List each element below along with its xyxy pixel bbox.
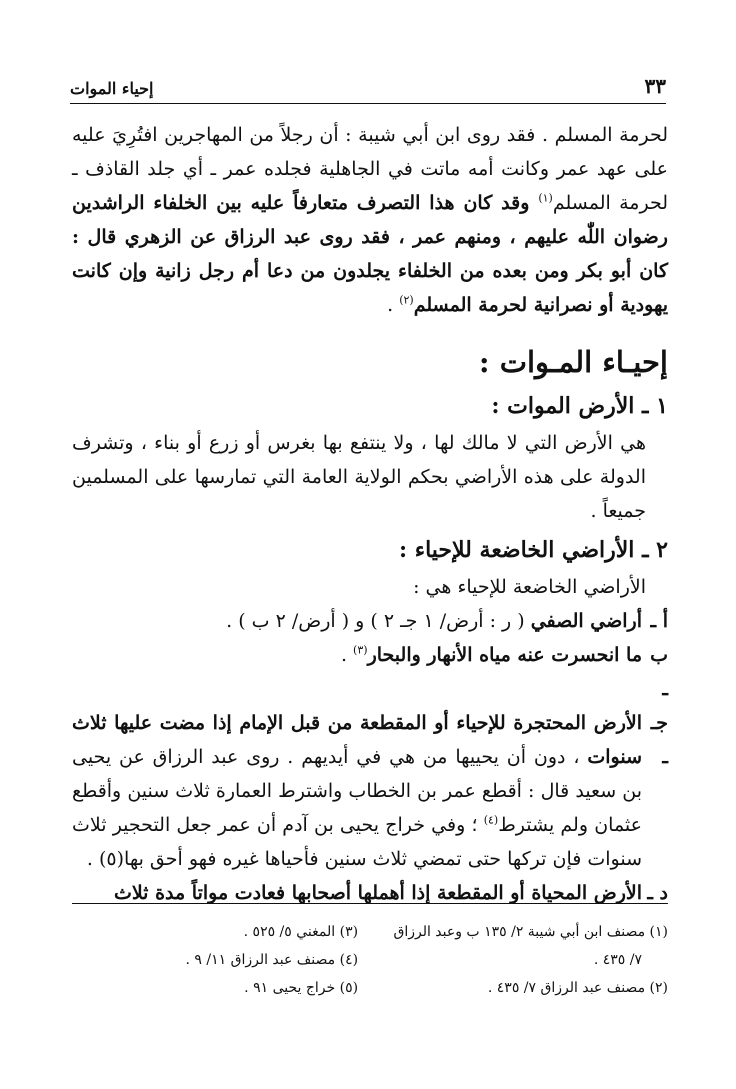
item-lead: الأرض المحتجرة للإحياء أو المقطعة من قبل الإمام إذا مضت عليها ثلاث سنوات xyxy=(72,712,642,768)
intro-paragraph xyxy=(72,118,668,322)
item-lead: ما انحسرت عنه مياه الأنهار والبحار xyxy=(367,644,642,666)
footnote: (٤) مصنف عبد الرزاق ١١/ ٩ . xyxy=(185,952,359,968)
subsection-title-1: ١ ـ الأرض الموات : xyxy=(491,393,668,419)
intro-text-c: . xyxy=(387,294,400,316)
footnote-ref-4: (٤) xyxy=(483,813,499,827)
list-item xyxy=(72,876,668,910)
item-lead: أراضي الصفي xyxy=(530,610,642,632)
footnote-ref-1: (١) xyxy=(538,191,553,205)
item-lead: الأرض المحياة أو المقطعة إذا أهملها أصحابها فعادت مواتاً مدة ثلاث xyxy=(113,882,642,904)
item-marker: جـ ـ xyxy=(650,712,668,768)
footnote: (٣) المغني ٥/ ٥٢٥ . xyxy=(243,924,359,940)
footnotes-right-column xyxy=(382,918,668,1002)
item-tail: . xyxy=(340,644,354,666)
item-marker: د ـ xyxy=(647,882,668,904)
page-header xyxy=(70,72,666,98)
item-text: ، دون أن يحييها من هي في أيديهم . روى عبد الرزاق عن يحيى بن سعيد قال : أقطع عمر بن الخطاب واشترط العمارة ثلاث سنين وأقطع عثمان ولم يشترط xyxy=(72,746,642,836)
header-rule xyxy=(70,103,666,104)
footnote-ref-3: (٣) xyxy=(353,643,368,657)
body-text xyxy=(72,118,668,910)
footnote: ٧/ ٤٣٥ . xyxy=(593,952,642,968)
footnote-rule xyxy=(72,903,668,904)
footnote: (٢) مصنف عبد الرزاق ٧/ ٤٣٥ . xyxy=(487,980,668,996)
footnote: (١) مصنف ابن أبي شيبة ٢/ ١٣٥ ب وعبد الرزاق xyxy=(393,924,668,940)
footnote-ref-2: (٢) xyxy=(399,293,414,307)
subsection-title-2: ٢ ـ الأراضي الخاضعة للإحياء : xyxy=(398,537,668,563)
list-item xyxy=(72,706,668,876)
intro-text-b: وقد كان هذا التصرف متعارفاً عليه بين الخلفاء الراشدين رضوان اللّٰه عليهم ، ومنهم عمر ، فقد روى عبد الرزاق عن الزهري قال : كان أبو بكر ومن بعده من الخلفاء يجلدون من دعا أم رجل زانية وإن كانت يهودية أو نصرانية لحرمة المسلم xyxy=(72,192,668,316)
footnote: (٥) خراج يحيى ٩١ . xyxy=(244,980,359,996)
item-tail: ؛ وفي خراج يحيى بن آدم أن عمر جعل التحجير ثلاث سنوات فإن تركها حتى تمضي ثلاث سنين فأحياها غيره فهو أحق بها(٥) . xyxy=(72,814,642,870)
intro-text-a: لحرمة المسلم . فقد روى ابن أبي شيبة : أن رجلاً من المهاجرين افتُرِيَ عليه على عهد عمر وكانت أمه ماتت في الجاهلية فجلده عمر ـ أي جلد القاذف ـ لحرمة المسلم xyxy=(72,124,668,214)
item-text: ( ر : أرض/ ١ جـ ٢ ) و ( أرض/ ٢ ب ) . xyxy=(226,610,531,632)
item-marker: ب ـ xyxy=(650,644,668,700)
subsection-2-intro: الأراضي الخاضعة للإحياء هي : xyxy=(413,576,646,598)
running-title: إحياء الموات xyxy=(70,79,154,98)
subsection-1-text: هي الأرض التي لا مالك لها ، ولا ينتفع بها بغرس أو زرع أو بناء ، وتشرف الدولة على هذه الأراضي بحكم الولاية العامة التي تمارسها على المسلمين جميعاً . xyxy=(72,432,646,522)
footnotes-left-column xyxy=(72,918,358,1002)
item-marker: أ ـ xyxy=(650,610,668,632)
page-number: ٣٣ xyxy=(644,74,666,98)
section-title: إحيـاء المـوات : xyxy=(478,345,668,379)
list-item xyxy=(72,638,668,706)
footnotes xyxy=(72,918,668,1002)
list-item xyxy=(72,604,668,638)
